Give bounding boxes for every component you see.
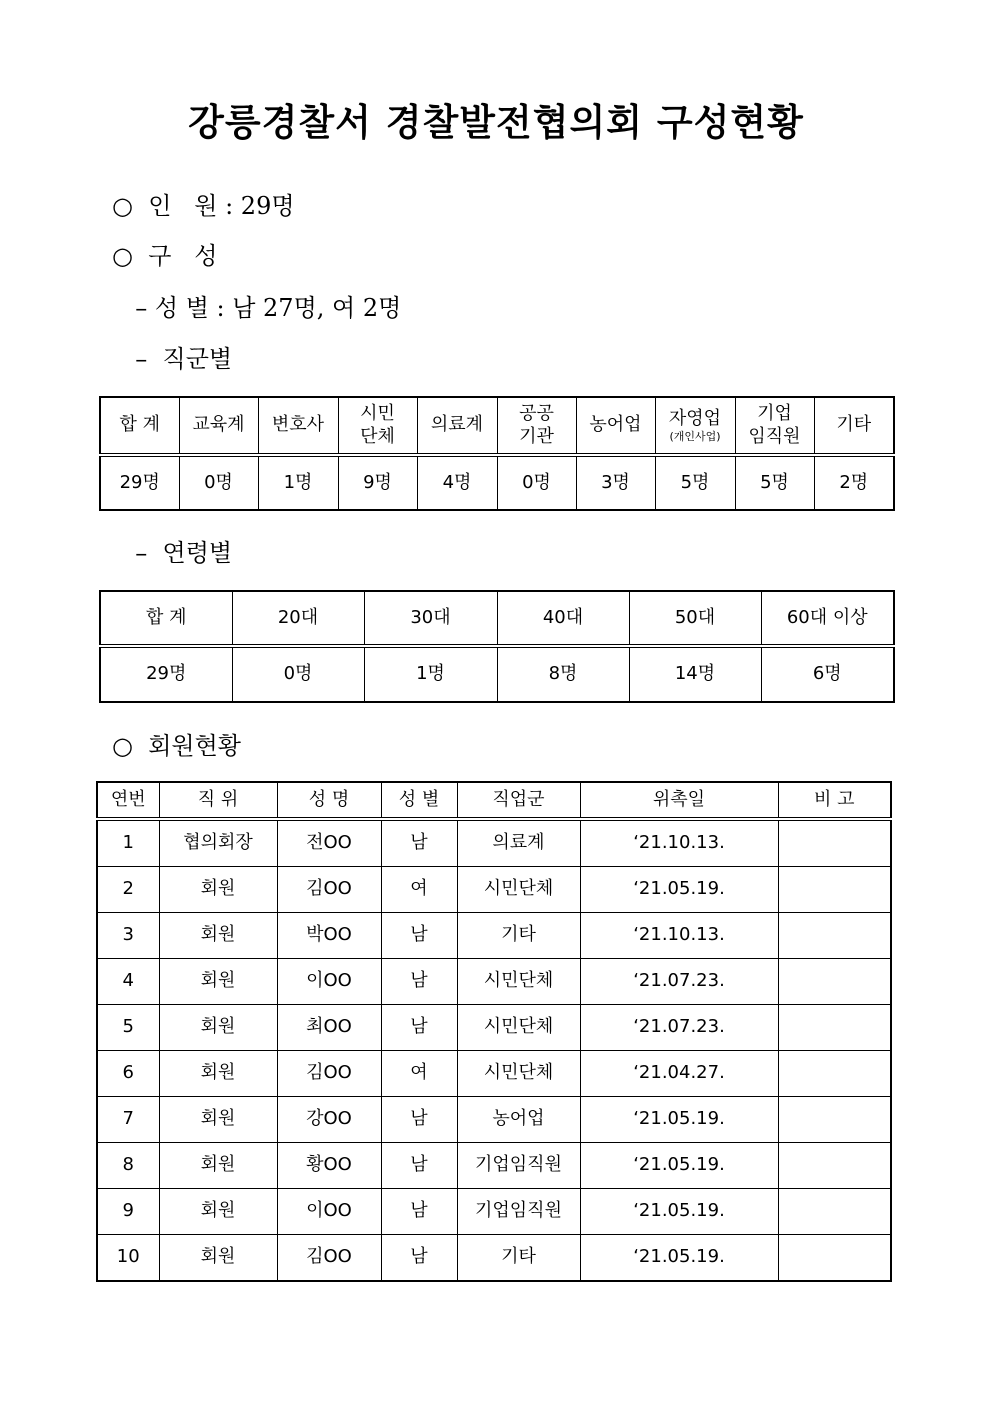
roster-cell: 남: [381, 959, 457, 1005]
roster-cell: ‘21.05.19.: [580, 1097, 778, 1143]
roster-cell: 남: [381, 1005, 457, 1051]
occupation-header-cell: 합 계: [100, 397, 179, 455]
roster-cell: 기업임직원: [457, 1189, 580, 1235]
roster-cell: 10: [97, 1235, 159, 1282]
occupation-value-cell: 4명: [417, 455, 497, 510]
occupation-value-cell: 5명: [735, 455, 814, 510]
table-row: [97, 1005, 891, 1051]
occupation-header-cell: 농어업: [576, 397, 655, 455]
occupation-heading: – 직군별: [120, 345, 233, 373]
roster-header-cell: 비 고: [778, 782, 891, 819]
roster-cell: [778, 1005, 891, 1051]
occupation-header-cell: 기업 임직원: [735, 397, 814, 455]
age-value-cell: 1명: [364, 646, 497, 702]
roster-cell: 6: [97, 1051, 159, 1097]
occupation-header-cell: 공공 기관: [497, 397, 576, 455]
occupation-header-cell: 의료계: [417, 397, 497, 455]
roster-cell: 박OO: [277, 913, 381, 959]
roster-cell: 황OO: [277, 1143, 381, 1189]
table-row: [97, 1097, 891, 1143]
roster-cell: 기타: [457, 1235, 580, 1282]
roster-cell: 3: [97, 913, 159, 959]
occupation-header-cell: 교육계: [179, 397, 258, 455]
roster-cell: 9: [97, 1189, 159, 1235]
roster-cell: 김OO: [277, 1235, 381, 1282]
page-title: 강릉경찰서 경찰발전협의회 구성현황: [188, 101, 804, 144]
roster-header-cell: 성 명: [277, 782, 381, 819]
roster-cell: [778, 913, 891, 959]
age-table: [99, 590, 895, 703]
roster-cell: 김OO: [277, 867, 381, 913]
table-row: [97, 867, 891, 913]
roster-cell: [778, 1235, 891, 1282]
occupation-value-cell: 29명: [100, 455, 179, 510]
age-header-cell: 40대: [497, 591, 629, 646]
roster-cell: ‘21.07.23.: [580, 1005, 778, 1051]
table-row: [97, 913, 891, 959]
roster-cell: 남: [381, 913, 457, 959]
roster-cell: [778, 1143, 891, 1189]
age-header-cell: 20대: [232, 591, 364, 646]
occupation-table: [99, 396, 895, 511]
roster-heading: ○ 회원현황: [112, 732, 241, 760]
gender-line: – 성 별 : 남 27명, 여 2명: [120, 294, 402, 322]
roster-cell: ‘21.10.13.: [580, 819, 778, 867]
table-row: [97, 959, 891, 1005]
roster-cell: 남: [381, 1143, 457, 1189]
roster-header-cell: 직업군: [457, 782, 580, 819]
roster-cell: [778, 1189, 891, 1235]
roster-cell: [778, 1097, 891, 1143]
roster-header-cell: 위촉일: [580, 782, 778, 819]
roster-cell: 시민단체: [457, 867, 580, 913]
roster-cell: 회원: [159, 1143, 277, 1189]
roster-cell: 의료계: [457, 819, 580, 867]
table-row: [97, 819, 891, 867]
age-header-cell: 30대: [364, 591, 497, 646]
roster-cell: 남: [381, 819, 457, 867]
roster-cell: 여: [381, 1051, 457, 1097]
roster-header-cell: 성 별: [381, 782, 457, 819]
roster-cell: [778, 819, 891, 867]
roster-cell: ‘21.05.19.: [580, 867, 778, 913]
roster-cell: ‘21.10.13.: [580, 913, 778, 959]
members-line: ○ 인 원 : 29명: [112, 192, 295, 220]
table-row: [97, 1143, 891, 1189]
occupation-value-cell: 9명: [338, 455, 417, 510]
roster-header-cell: 연번: [97, 782, 159, 819]
age-value-cell: 14명: [629, 646, 761, 702]
roster-cell: 강OO: [277, 1097, 381, 1143]
occupation-value-cell: 2명: [814, 455, 894, 510]
roster-cell: 8: [97, 1143, 159, 1189]
age-value-cell: 6명: [761, 646, 894, 702]
roster-cell: 남: [381, 1189, 457, 1235]
roster-cell: 최OO: [277, 1005, 381, 1051]
age-value-cell: 29명: [100, 646, 232, 702]
age-header-cell: 50대: [629, 591, 761, 646]
roster-cell: ‘21.05.19.: [580, 1235, 778, 1282]
roster-table: [96, 781, 892, 1282]
roster-cell: ‘21.05.19.: [580, 1143, 778, 1189]
roster-cell: ‘21.07.23.: [580, 959, 778, 1005]
table-row: [97, 1051, 891, 1097]
roster-cell: 협의회장: [159, 819, 277, 867]
occupation-value-cell: 3명: [576, 455, 655, 510]
age-header-cell: 60대 이상: [761, 591, 894, 646]
age-heading: – 연령별: [120, 539, 233, 567]
roster-cell: 회원: [159, 959, 277, 1005]
roster-cell: 회원: [159, 1235, 277, 1282]
occupation-value-cell: 5명: [655, 455, 735, 510]
occupation-header-cell: 변호사: [258, 397, 338, 455]
occupation-value-cell: 1명: [258, 455, 338, 510]
roster-cell: 여: [381, 867, 457, 913]
table-row: [97, 1235, 891, 1282]
roster-cell: 회원: [159, 1051, 277, 1097]
roster-cell: [778, 1051, 891, 1097]
roster-cell: [778, 959, 891, 1005]
roster-cell: 회원: [159, 1189, 277, 1235]
roster-cell: ‘21.05.19.: [580, 1189, 778, 1235]
roster-cell: 5: [97, 1005, 159, 1051]
roster-cell: 회원: [159, 1005, 277, 1051]
roster-cell: ‘21.04.27.: [580, 1051, 778, 1097]
age-value-cell: 8명: [497, 646, 629, 702]
occupation-value-cell: 0명: [497, 455, 576, 510]
roster-cell: 시민단체: [457, 959, 580, 1005]
roster-cell: 기업임직원: [457, 1143, 580, 1189]
occupation-header-cell: 자영업 (개인사업): [655, 397, 735, 455]
roster-cell: 회원: [159, 1097, 277, 1143]
roster-cell: 회원: [159, 867, 277, 913]
occupation-header-cell: 시민 단체: [338, 397, 417, 455]
roster-cell: 기타: [457, 913, 580, 959]
roster-cell: 남: [381, 1235, 457, 1282]
roster-cell: [778, 867, 891, 913]
roster-cell: 1: [97, 819, 159, 867]
age-value-cell: 0명: [232, 646, 364, 702]
roster-cell: 이OO: [277, 1189, 381, 1235]
roster-cell: 시민단체: [457, 1005, 580, 1051]
composition-line: ○ 구 성: [112, 242, 218, 270]
roster-cell: 2: [97, 867, 159, 913]
roster-cell: 7: [97, 1097, 159, 1143]
roster-cell: 이OO: [277, 959, 381, 1005]
roster-cell: 남: [381, 1097, 457, 1143]
occupation-value-cell: 0명: [179, 455, 258, 510]
roster-cell: 회원: [159, 913, 277, 959]
roster-cell: 4: [97, 959, 159, 1005]
table-row: [97, 1189, 891, 1235]
roster-cell: 전OO: [277, 819, 381, 867]
age-header-cell: 합 계: [100, 591, 232, 646]
roster-cell: 김OO: [277, 1051, 381, 1097]
occupation-header-cell: 기타: [814, 397, 894, 455]
roster-cell: 시민단체: [457, 1051, 580, 1097]
roster-cell: 농어업: [457, 1097, 580, 1143]
roster-header-cell: 직 위: [159, 782, 277, 819]
